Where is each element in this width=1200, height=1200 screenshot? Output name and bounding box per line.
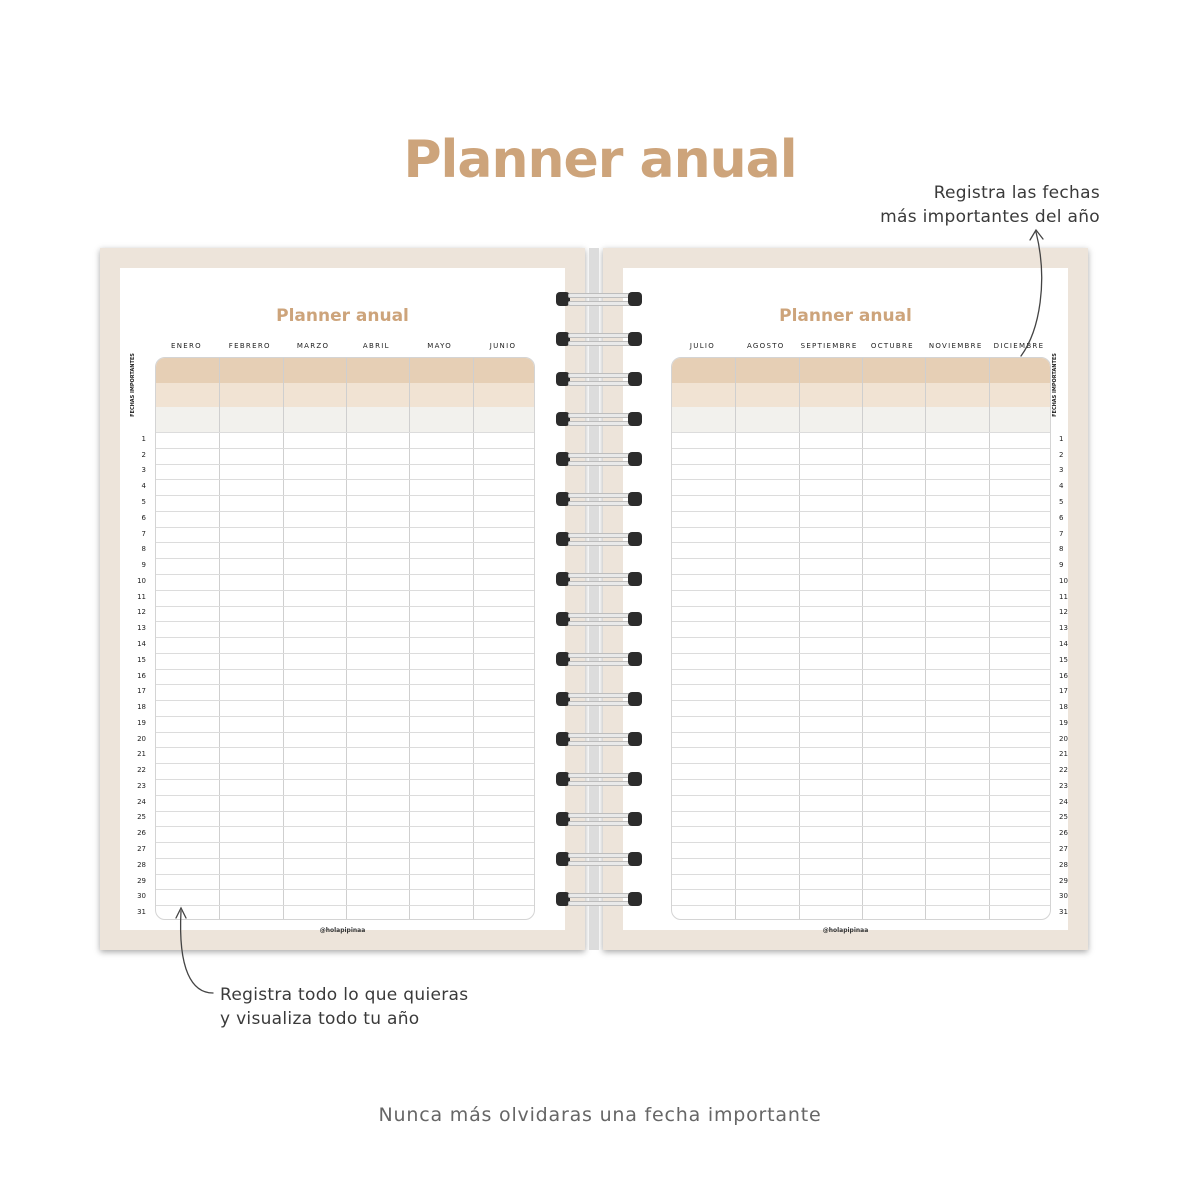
row-divider	[156, 542, 534, 543]
day-number: 29	[1059, 876, 1068, 885]
row-divider	[672, 700, 1050, 701]
day-number: 23	[137, 781, 146, 790]
day-number: 25	[1059, 813, 1068, 822]
row-divider	[156, 653, 534, 654]
planner-grid	[155, 357, 535, 920]
notebook-spine	[589, 248, 599, 950]
day-number: 12	[1059, 608, 1068, 617]
left-sheet	[120, 268, 565, 934]
row-divider	[156, 795, 534, 796]
row-divider	[672, 432, 1050, 433]
spiral-binding-ring-icon	[556, 690, 642, 708]
row-divider	[672, 747, 1050, 748]
column-divider	[409, 358, 410, 919]
left-page	[100, 248, 585, 950]
ring-wire	[568, 741, 632, 746]
column-divider	[219, 358, 220, 919]
month-header: NOVIEMBRE	[928, 342, 983, 350]
ring-coil	[628, 332, 642, 346]
right-page	[603, 248, 1088, 950]
spiral-binding-ring-icon	[556, 850, 642, 868]
row-divider	[156, 874, 534, 875]
day-number: 18	[1059, 703, 1068, 712]
day-number: 8	[141, 545, 146, 554]
ring-coil	[628, 812, 642, 826]
row-divider	[156, 621, 534, 622]
month-header: ENERO	[171, 342, 202, 350]
ring-coil	[628, 692, 642, 706]
day-number: 21	[1059, 750, 1068, 759]
row-divider	[672, 842, 1050, 843]
annotation-important-dates	[880, 181, 1100, 229]
month-header: OCTUBRE	[870, 342, 914, 350]
month-header: AGOSTO	[746, 342, 785, 350]
day-number: 4	[1059, 482, 1064, 491]
day-number: 15	[1059, 655, 1068, 664]
column-divider	[925, 358, 926, 919]
spiral-binding-ring-icon	[556, 770, 642, 788]
column-divider	[346, 358, 347, 919]
ring-wire	[568, 373, 632, 378]
ring-wire	[568, 381, 632, 386]
day-number: 2	[141, 450, 146, 459]
credit: @holapipinaa	[822, 927, 869, 934]
row-divider	[156, 763, 534, 764]
day-number: 14	[1059, 639, 1068, 648]
day-number: 4	[141, 482, 146, 491]
ring-wire	[568, 341, 632, 346]
ring-coil	[628, 572, 642, 586]
row-divider	[156, 842, 534, 843]
ring-coil	[628, 492, 642, 506]
day-number: 15	[137, 655, 146, 664]
row-divider	[672, 464, 1050, 465]
row-divider	[156, 732, 534, 733]
ring-wire	[568, 333, 632, 338]
row-divider	[672, 716, 1050, 717]
ring-coil	[628, 372, 642, 386]
month-header: JULIO	[689, 342, 716, 350]
day-number: 22	[1059, 766, 1068, 775]
page-title: Planner anual	[276, 306, 409, 326]
spiral-binding-ring-icon	[556, 290, 642, 308]
row-divider	[672, 606, 1050, 607]
row-divider	[672, 574, 1050, 575]
day-number: 20	[1059, 734, 1068, 743]
day-number: 13	[137, 624, 146, 633]
day-number: 26	[137, 829, 146, 838]
day-number: 24	[1059, 797, 1068, 806]
column-divider	[799, 358, 800, 919]
month-header: ABRIL	[362, 342, 390, 350]
spiral-binding-ring-icon	[556, 530, 642, 548]
row-divider	[156, 905, 534, 906]
row-divider	[156, 716, 534, 717]
spiral-binding-ring-icon	[556, 890, 642, 908]
day-number: 25	[137, 813, 146, 822]
row-divider	[156, 464, 534, 465]
day-number: 27	[137, 845, 146, 854]
day-number: 23	[1059, 781, 1068, 790]
row-divider	[672, 590, 1050, 591]
row-divider	[672, 905, 1050, 906]
row-divider	[156, 590, 534, 591]
row-divider	[156, 811, 534, 812]
ring-wire	[568, 621, 632, 626]
day-number: 3	[141, 466, 146, 475]
annotation-line: Registra las fechas	[933, 183, 1100, 203]
day-number: 13	[1059, 624, 1068, 633]
ring-wire	[568, 533, 632, 538]
row-divider	[156, 637, 534, 638]
row-divider	[156, 495, 534, 496]
row-divider	[156, 479, 534, 480]
day-number: 31	[1059, 908, 1068, 917]
ring-wire	[568, 581, 632, 586]
ring-wire	[568, 453, 632, 458]
ring-wire	[568, 813, 632, 818]
day-number: 28	[137, 860, 146, 869]
day-number: 6	[1059, 513, 1064, 522]
arrow-head-icon	[1030, 230, 1043, 240]
row-divider	[156, 574, 534, 575]
day-number: 12	[137, 608, 146, 617]
tagline: Nunca más olvidaras una fecha importante	[378, 1104, 822, 1126]
month-header: JUNIO	[489, 342, 517, 350]
row-divider	[156, 511, 534, 512]
day-number: 22	[137, 766, 146, 775]
ring-wire	[568, 821, 632, 826]
spiral-binding-ring-icon	[556, 570, 642, 588]
day-number: 24	[137, 797, 146, 806]
row-divider	[672, 511, 1050, 512]
day-number: 18	[137, 703, 146, 712]
column-divider	[735, 358, 736, 919]
day-number: 3	[1059, 466, 1064, 475]
day-number: 17	[1059, 687, 1068, 696]
month-header: MARZO	[296, 342, 330, 350]
spiral-binding-ring-icon	[556, 650, 642, 668]
row-divider	[156, 858, 534, 859]
row-divider	[156, 700, 534, 701]
ring-coil	[628, 452, 642, 466]
main-title: Planner anual	[403, 130, 797, 190]
spiral-binding-ring-icon	[556, 370, 642, 388]
ring-wire	[568, 853, 632, 858]
month-header: DICIEMBRE	[993, 342, 1045, 350]
month-header: SEPTIEMBRE	[800, 342, 858, 350]
row-divider	[156, 448, 534, 449]
ring-coil	[628, 892, 642, 906]
annotation-line: Registra todo lo que quieras	[220, 985, 469, 1005]
day-number: 16	[1059, 671, 1068, 680]
spiral-binding-ring-icon	[556, 730, 642, 748]
annotation-line: más importantes del año	[880, 207, 1100, 227]
row-divider	[672, 858, 1050, 859]
ring-coil	[628, 532, 642, 546]
row-divider	[672, 542, 1050, 543]
column-divider	[473, 358, 474, 919]
row-divider	[672, 795, 1050, 796]
row-divider	[672, 527, 1050, 528]
ring-coil	[628, 772, 642, 786]
row-divider	[156, 606, 534, 607]
day-number: 5	[1059, 497, 1064, 506]
day-number: 5	[141, 497, 146, 506]
day-number: 29	[137, 876, 146, 885]
ring-wire	[568, 901, 632, 906]
ring-wire	[568, 861, 632, 866]
day-number: 17	[137, 687, 146, 696]
day-number: 9	[1059, 561, 1064, 570]
column-divider	[283, 358, 284, 919]
row-divider	[672, 874, 1050, 875]
ring-wire	[568, 461, 632, 466]
ring-coil	[628, 732, 642, 746]
row-divider	[156, 669, 534, 670]
ring-wire	[568, 701, 632, 706]
credit: @holapipinaa	[319, 927, 366, 934]
day-number: 27	[1059, 845, 1068, 854]
row-divider	[672, 637, 1050, 638]
day-number: 1	[1059, 434, 1064, 443]
ring-coil	[628, 612, 642, 626]
ring-coil	[628, 292, 642, 306]
row-divider	[672, 495, 1050, 496]
day-number: 11	[1059, 592, 1068, 601]
day-number: 11	[137, 592, 146, 601]
day-number: 30	[137, 892, 146, 901]
ring-coil	[628, 852, 642, 866]
day-number: 10	[137, 576, 146, 585]
ring-wire	[568, 501, 632, 506]
side-label: FECHAS IMPORTANTES	[1051, 353, 1058, 417]
column-divider	[989, 358, 990, 919]
ring-wire	[568, 693, 632, 698]
row-divider	[672, 826, 1050, 827]
day-number: 19	[1059, 718, 1068, 727]
ring-wire	[568, 293, 632, 298]
day-number: 28	[1059, 860, 1068, 869]
annotation-line: y visualiza todo tu año	[220, 1009, 420, 1029]
row-divider	[672, 479, 1050, 480]
day-number: 16	[137, 671, 146, 680]
row-divider	[672, 558, 1050, 559]
spiral-binding-ring-icon	[556, 450, 642, 468]
row-divider	[672, 684, 1050, 685]
ring-wire	[568, 893, 632, 898]
day-number: 20	[137, 734, 146, 743]
row-divider	[672, 779, 1050, 780]
ring-wire	[568, 781, 632, 786]
ring-wire	[568, 541, 632, 546]
month-header: MAYO	[427, 342, 453, 350]
planner-grid	[671, 357, 1051, 920]
day-number: 9	[141, 561, 146, 570]
day-number: 14	[137, 639, 146, 648]
day-number: 7	[141, 529, 146, 538]
day-number: 19	[137, 718, 146, 727]
ring-wire	[568, 573, 632, 578]
month-header: FEBRERO	[228, 342, 271, 350]
row-divider	[156, 826, 534, 827]
day-number: 26	[1059, 829, 1068, 838]
row-divider	[156, 558, 534, 559]
right-sheet	[623, 268, 1068, 934]
ring-wire	[568, 773, 632, 778]
day-number: 10	[1059, 576, 1068, 585]
spiral-binding-ring-icon	[556, 810, 642, 828]
spiral-binding-ring-icon	[556, 490, 642, 508]
row-divider	[156, 527, 534, 528]
row-divider	[672, 621, 1050, 622]
row-divider	[672, 811, 1050, 812]
ring-wire	[568, 493, 632, 498]
ring-wire	[568, 661, 632, 666]
row-divider	[156, 747, 534, 748]
row-divider	[672, 669, 1050, 670]
row-divider	[672, 732, 1050, 733]
ring-coil	[628, 652, 642, 666]
day-number: 8	[1059, 545, 1064, 554]
spiral-binding-ring-icon	[556, 330, 642, 348]
day-number: 6	[141, 513, 146, 522]
day-number: 21	[137, 750, 146, 759]
row-divider	[156, 779, 534, 780]
day-number: 30	[1059, 892, 1068, 901]
ring-wire	[568, 413, 632, 418]
ring-wire	[568, 733, 632, 738]
day-number: 31	[137, 908, 146, 917]
row-divider	[156, 684, 534, 685]
day-number: 7	[1059, 529, 1064, 538]
row-divider	[156, 889, 534, 890]
ring-wire	[568, 613, 632, 618]
spiral-binding-ring-icon	[556, 410, 642, 428]
day-number: 1	[141, 434, 146, 443]
row-divider	[156, 432, 534, 433]
ring-wire	[568, 301, 632, 306]
column-divider	[862, 358, 863, 919]
row-divider	[672, 763, 1050, 764]
ring-wire	[568, 421, 632, 426]
spiral-binding-ring-icon	[556, 610, 642, 628]
page-title: Planner anual	[779, 306, 912, 326]
ring-wire	[568, 653, 632, 658]
annotation-record-everything	[220, 983, 468, 1031]
ring-coil	[628, 412, 642, 426]
side-label: FECHAS IMPORTANTES	[129, 353, 136, 417]
row-divider	[672, 653, 1050, 654]
row-divider	[672, 448, 1050, 449]
row-divider	[672, 889, 1050, 890]
day-number: 2	[1059, 450, 1064, 459]
